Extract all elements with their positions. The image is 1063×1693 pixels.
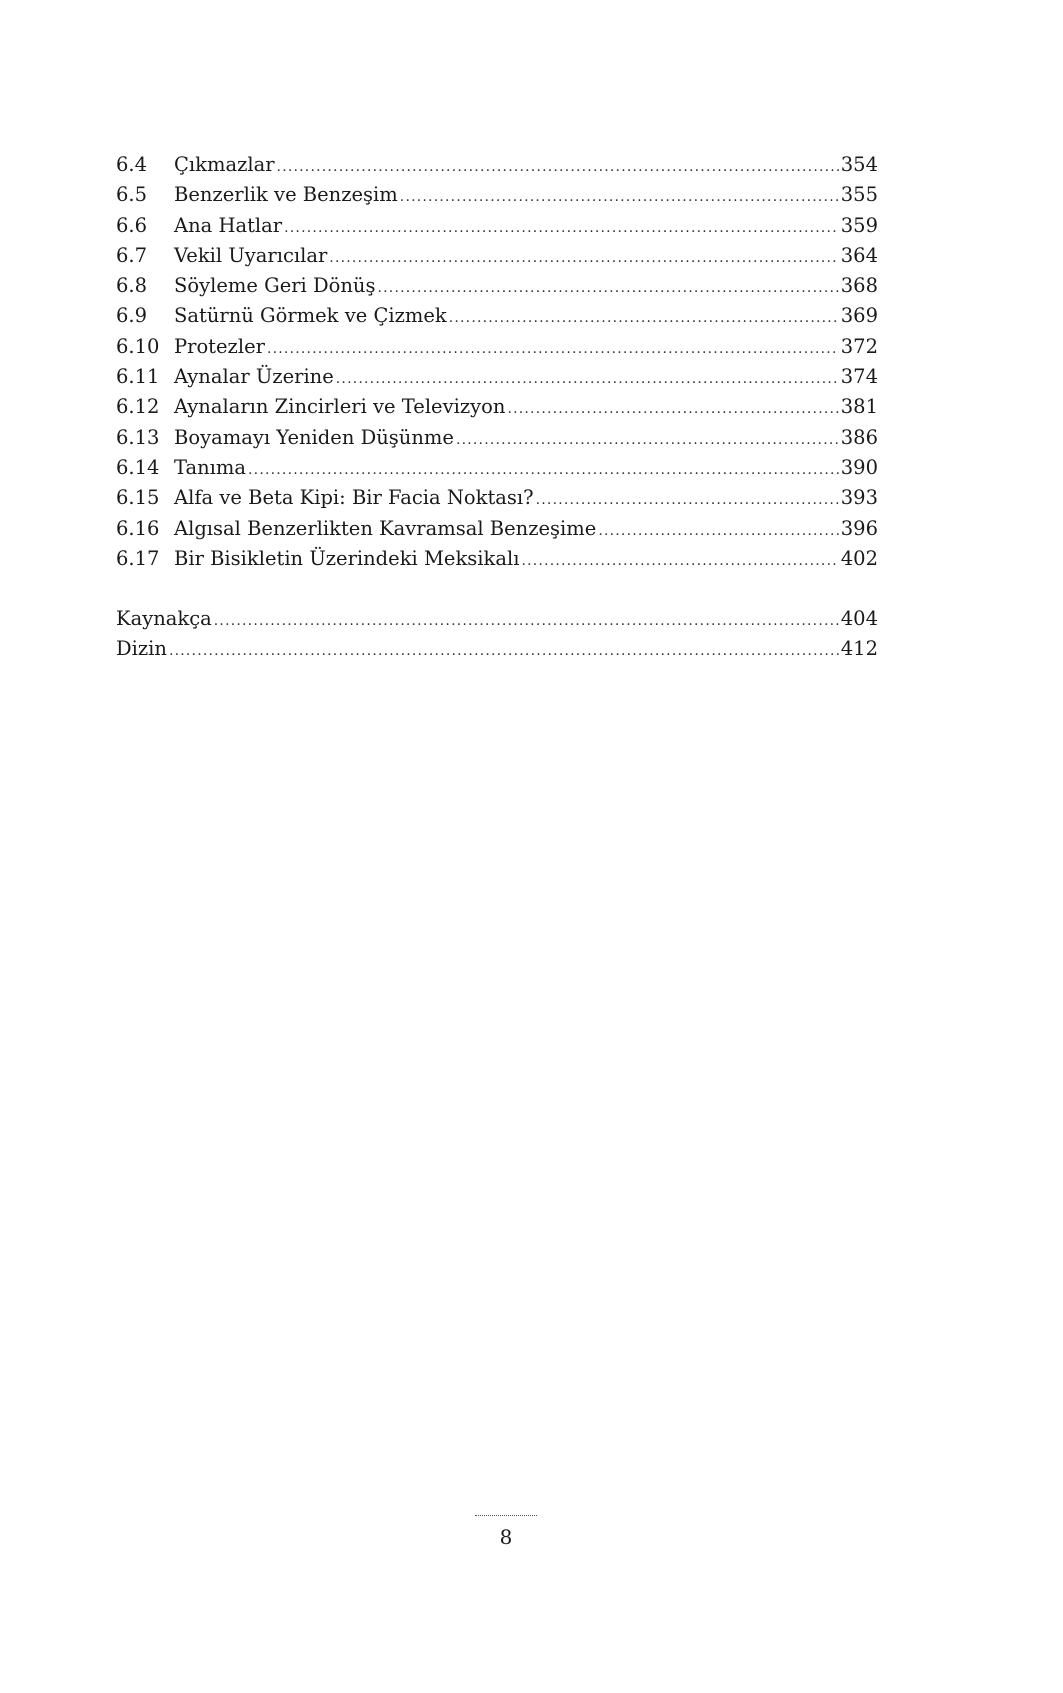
toc-entry-page: 369: [840, 304, 878, 328]
toc-entry-page: 354: [840, 153, 878, 176]
dot-leader: [329, 243, 838, 273]
toc-entry-title: Ana Hatlar: [174, 213, 283, 237]
toc-entry[interactable]: [116, 332, 878, 362]
toc-entry-title: Vekil Uyarıcılar: [174, 243, 328, 267]
toc-entry[interactable]: [116, 544, 878, 574]
toc-entry-page: 374: [840, 365, 878, 389]
toc-entry-title: Kaynakça: [116, 607, 212, 631]
toc-entry[interactable]: [116, 362, 878, 392]
toc-entry-bibliography[interactable]: [116, 604, 878, 634]
toc-entry-page: 372: [840, 334, 878, 358]
toc-entry-number: 6.9: [116, 304, 148, 328]
dot-leader: [336, 364, 839, 394]
dot-leader: [214, 606, 839, 636]
toc-entry-title: Tanıma: [174, 455, 247, 479]
toc-entry-number: 6.6: [116, 213, 148, 237]
toc-entry[interactable]: [116, 453, 878, 483]
toc-entry[interactable]: [116, 423, 878, 453]
toc-entry-page: 364: [840, 243, 878, 267]
toc-entry-page: 386: [840, 425, 878, 449]
toc-entry-title: Aynaların Zincirleri ve Televizyon: [174, 395, 506, 419]
toc-entry-number: 6.5: [116, 183, 148, 207]
dot-leader: [598, 516, 838, 546]
toc-entry-number: 6.17: [116, 546, 160, 570]
dot-leader: [536, 485, 839, 515]
toc-entry-number: 6.8: [116, 274, 148, 298]
toc-entry-page: 396: [840, 516, 878, 540]
toc-entry-page: 404: [840, 607, 878, 631]
toc-entries: [116, 150, 878, 574]
toc-entry[interactable]: [116, 241, 878, 271]
toc-entry-page: 381: [840, 395, 878, 419]
toc-entry-page: 402: [840, 546, 878, 570]
toc-back-matter: [116, 604, 878, 665]
dot-leader: [507, 394, 838, 424]
toc-entry-page: 355: [840, 183, 878, 207]
toc-entry[interactable]: [116, 180, 878, 210]
dot-leader: [284, 213, 839, 243]
dot-leader: [449, 303, 839, 333]
toc-entry[interactable]: [116, 514, 878, 544]
toc-entry-title: Benzerlik ve Benzeşim: [174, 183, 398, 207]
page-number: 8: [499, 1525, 513, 1549]
toc-entry-number: 6.10: [116, 334, 160, 358]
footer-divider: [475, 1515, 537, 1516]
toc-entry-title: Algısal Benzerlikten Kavramsal Benzeşime: [174, 516, 597, 540]
dot-leader: [248, 455, 839, 485]
toc-entry-page: 393: [840, 486, 878, 510]
toc-entry-title: Alfa ve Beta Kipi: Bir Facia Noktası?: [174, 486, 534, 510]
toc-entry-number: 6.13: [116, 425, 160, 449]
toc-entry[interactable]: [116, 483, 878, 513]
dot-leader: [169, 636, 839, 666]
toc-entry[interactable]: [116, 271, 878, 301]
toc-entry-title: Boyamayı Yeniden Düşünme: [174, 425, 454, 449]
toc-entry-title: Protezler: [174, 334, 265, 358]
dot-leader: [378, 273, 839, 303]
dot-leader: [267, 334, 839, 364]
toc-entry-page: 359: [840, 213, 878, 237]
toc-entry-number: 6.4: [116, 153, 148, 176]
toc-entry-number: 6.16: [116, 516, 160, 540]
dot-leader: [277, 152, 839, 182]
toc-entry-number: 6.7: [116, 243, 148, 267]
toc-entry[interactable]: [116, 211, 878, 241]
dot-leader: [521, 546, 838, 576]
dot-leader: [400, 182, 839, 212]
toc-entry-title: Bir Bisikletin Üzerindeki Meksikalı: [174, 546, 520, 570]
toc-entry-title: Aynalar Üzerine: [174, 365, 334, 389]
toc-entry[interactable]: [116, 301, 878, 331]
toc-entry-index[interactable]: [116, 634, 878, 664]
table-of-contents: [116, 150, 878, 665]
toc-entry-title: Çıkmazlar: [174, 153, 275, 176]
section-spacer: [116, 574, 878, 604]
toc-entry[interactable]: [116, 150, 878, 180]
toc-entry-number: 6.12: [116, 395, 160, 419]
toc-entry-number: 6.11: [116, 365, 160, 389]
dot-leader: [456, 425, 839, 455]
toc-entry-number: 6.14: [116, 455, 160, 479]
toc-entry-number: 6.15: [116, 486, 160, 510]
toc-entry-page: 368: [840, 274, 878, 298]
toc-entry-title: Dizin: [116, 637, 167, 661]
toc-entry-page: 412: [840, 637, 878, 661]
toc-entry[interactable]: [116, 392, 878, 422]
toc-entry-title: Söyleme Geri Dönüş: [174, 274, 376, 298]
toc-entry-title: Satürnü Görmek ve Çizmek: [174, 304, 447, 328]
toc-entry-page: 390: [840, 455, 878, 479]
